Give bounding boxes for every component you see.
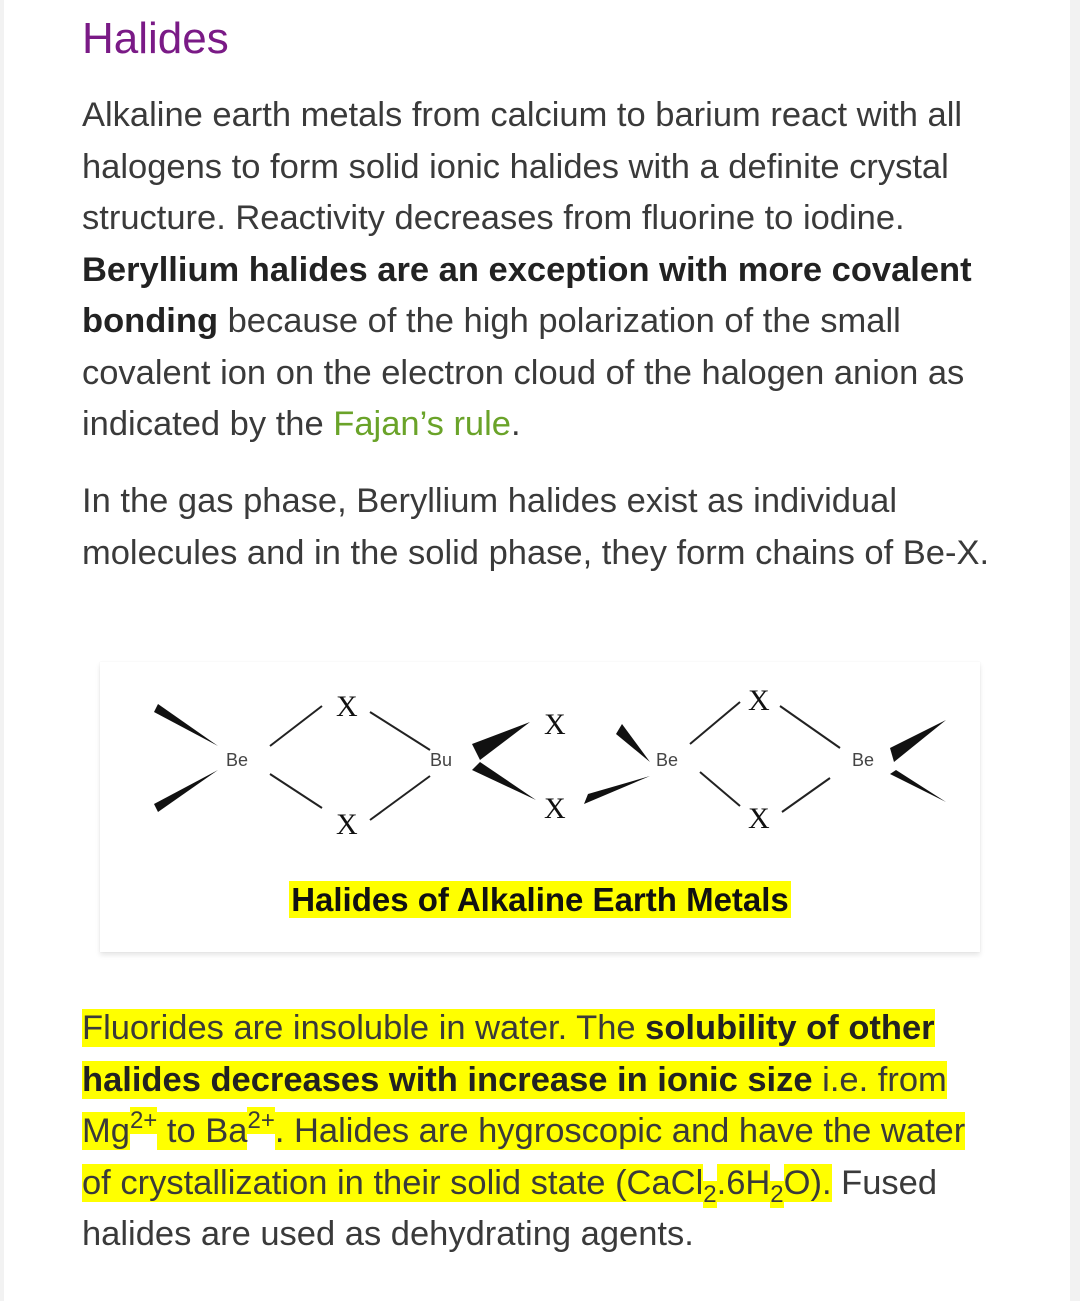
paragraph-text: because of the high polarization of the small covalent ion on the electron cloud of the halogen anion as indicated by the: [82, 302, 965, 443]
bond-line: [370, 712, 430, 750]
figure-caption: [100, 880, 980, 920]
wedge-bond: [154, 770, 218, 812]
bond-line: [690, 702, 740, 744]
paragraph-solubility: [82, 1003, 982, 1261]
halogen-atom: X: [748, 684, 770, 717]
fajans-rule-link[interactable]: Fajan’s rule: [333, 405, 511, 443]
wedge-bond: [890, 720, 946, 762]
highlighted-text: i.e. from Mg: [82, 1060, 947, 1150]
highlighted-text: .6H: [716, 1163, 771, 1202]
bond-line: [782, 778, 830, 812]
wedge-bond: [890, 770, 946, 802]
figure-card: [100, 662, 980, 952]
wedge-bond: [472, 722, 530, 760]
paragraph-bold-text: Beryllium halides are an exception with more covalent bonding: [82, 250, 972, 340]
page: [4, 0, 1070, 1301]
subscript-count: 2: [770, 1180, 784, 1208]
highlighted-bold-text: solubility of other halides decreases with increase in ionic size: [82, 1009, 935, 1099]
wedge-bond: [154, 704, 218, 746]
highlighted-text: . Halides are hygroscopic and have the water of crystallization in their solid state (CaCl: [82, 1112, 966, 1202]
superscript-charge: 2+: [247, 1107, 275, 1134]
figure-caption-text: Halides of Alkaline Earth Metals: [291, 881, 789, 918]
beryllium-atom: Bu: [430, 750, 453, 770]
paragraph-text: .: [510, 405, 521, 443]
wedge-bond: [584, 776, 650, 804]
paragraph-text: Fused halides are used as dehydrating agents.: [82, 1163, 938, 1253]
halogen-atom: X: [544, 792, 566, 825]
bond-line: [700, 772, 740, 806]
bond-line: [780, 706, 840, 748]
highlighted-text: O).: [783, 1163, 832, 1202]
paragraph-text: Alkaline earth metals from calcium to barium react with all halogens to form solid ionic halides with a definite crystal structure. Reactivity decreases from fluorine to iodine.: [82, 96, 963, 237]
section-heading: Halides: [82, 14, 229, 63]
beryllium-chain-diagram: [100, 662, 980, 872]
paragraph-gas-phase: In the gas phase, Beryllium halides exist as individual molecules and in the solid phase, they form chains of Be-X.: [82, 482, 990, 572]
halogen-atom: X: [336, 808, 358, 841]
paragraph-halides-intro: [82, 90, 1012, 451]
highlighted-text: Fluorides are insoluble in water. The: [82, 1009, 646, 1047]
highlighted-text: to Ba: [157, 1112, 248, 1150]
superscript-charge: 2+: [129, 1107, 158, 1134]
halogen-atom: X: [336, 690, 358, 723]
beryllium-atom: Be: [656, 750, 679, 770]
halogen-atom: X: [748, 802, 770, 835]
beryllium-atom: Be: [226, 750, 249, 770]
halogen-atom: X: [544, 708, 566, 741]
bond-line: [270, 706, 322, 746]
wedge-bond: [472, 762, 536, 800]
wedge-bond: [616, 724, 650, 762]
bond-line: [270, 774, 322, 808]
beryllium-atom: Be: [852, 750, 875, 770]
subscript-count: 2: [703, 1180, 717, 1208]
bond-line: [370, 776, 430, 820]
